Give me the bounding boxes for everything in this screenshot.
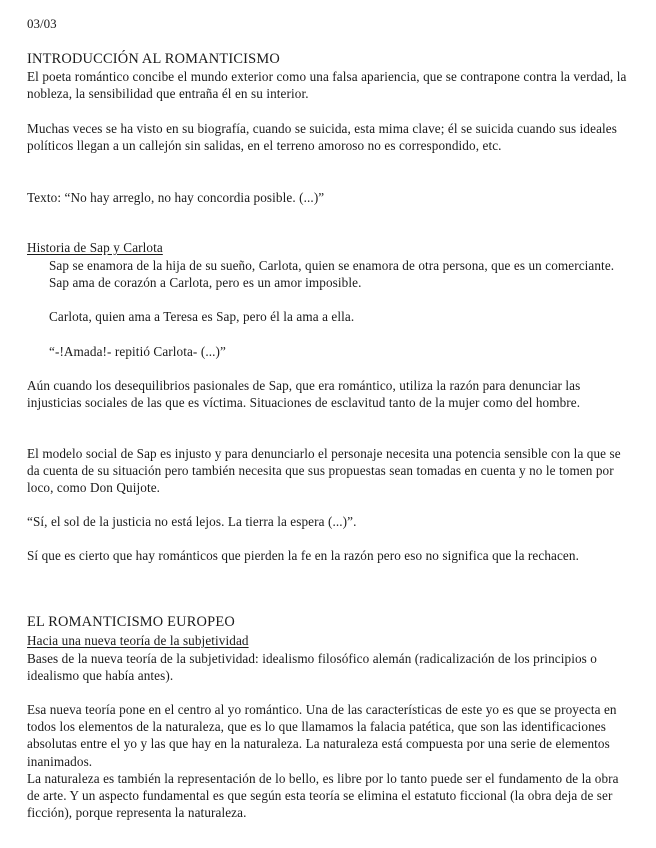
paragraph: El poeta romántico concibe el mundo exterior como una falsa apariencia, que se contrapone contra la verdad, la nobleza, la sensibilidad que entraña él en su interior.: [27, 69, 627, 102]
paragraph-indented: Carlota, quien ama a Teresa es Sap, pero él la ama a ella.: [49, 309, 355, 324]
paragraph-quote: “Sí, el sol de la justicia no está lejos. La tierra la espera (...)”.: [27, 514, 357, 529]
paragraph: La naturaleza es también la representación de lo bello, es libre por lo tanto puede ser el fundamento de la obra de arte. Y un aspecto fundamental es que según esta teoría se elimina el estatuto ficcional (la obra deja de ser ficción), porque representa la naturaleza.: [27, 771, 619, 821]
subheading-historia: Historia de Sap y Carlota: [27, 240, 163, 255]
section-heading-introduccion: INTRODUCCIÓN AL ROMANTICISMO: [27, 51, 280, 67]
section-heading-romanticismo-europeo: EL ROMANTICISMO EUROPEO: [27, 614, 235, 630]
page-number: 03/03: [27, 16, 57, 31]
paragraph-quote-indented: “-!Amada!- repitió Carlota- (...)”: [49, 344, 226, 359]
paragraph-quote: Texto: “No hay arreglo, no hay concordia posible. (...)”: [27, 190, 325, 205]
paragraph: El modelo social de Sap es injusto y para denunciarlo el personaje necesita una potencia sensible con la que se da cuenta de su situación pero también necesita que sus propuestas sean tomadas en cuenta y no le tomen por loco, como Don Quijote.: [27, 446, 621, 496]
paragraph: Aún cuando los desequilibrios pasionales de Sap, que era romántico, utiliza la razón para denunciar las injusticias sociales de las que es víctima. Situaciones de esclavitud tanto de la mujer como del hombre.: [27, 378, 581, 411]
paragraph: Esa nueva teoría pone en el centro al yo romántico. Una de las características de este yo es que se proyecta en todos los elementos de la naturaleza, que es lo que llamamos la falacia patética, que son las identificaciones absolutas entre el yo y las que hay en la naturaleza. La naturaleza está compuesta por una serie de elementos inanimados.: [27, 702, 617, 769]
paragraph: Muchas veces se ha visto en su biografía, cuando se suicida, esta mima clave; él se suicida cuando sus ideales políticos llegan a un callejón sin salidas, en el terreno amoroso no es correspondido, etc.: [27, 121, 617, 154]
subheading-subjetividad: Hacia una nueva teoría de la subjetividad: [27, 633, 249, 648]
paragraph: Sí que es cierto que hay románticos que pierden la fe en la razón pero eso no significa que la rechacen.: [27, 548, 579, 563]
paragraph: Bases de la nueva teoría de la subjetividad: idealismo filosófico alemán (radicalización de los principios o idealismo que había antes).: [27, 651, 597, 684]
paragraph-indented: Sap se enamora de la hija de su sueño, Carlota, quien se enamora de otra persona, que es un comerciante. Sap ama de corazón a Carlota, pero es un amor imposible.: [49, 258, 615, 291]
